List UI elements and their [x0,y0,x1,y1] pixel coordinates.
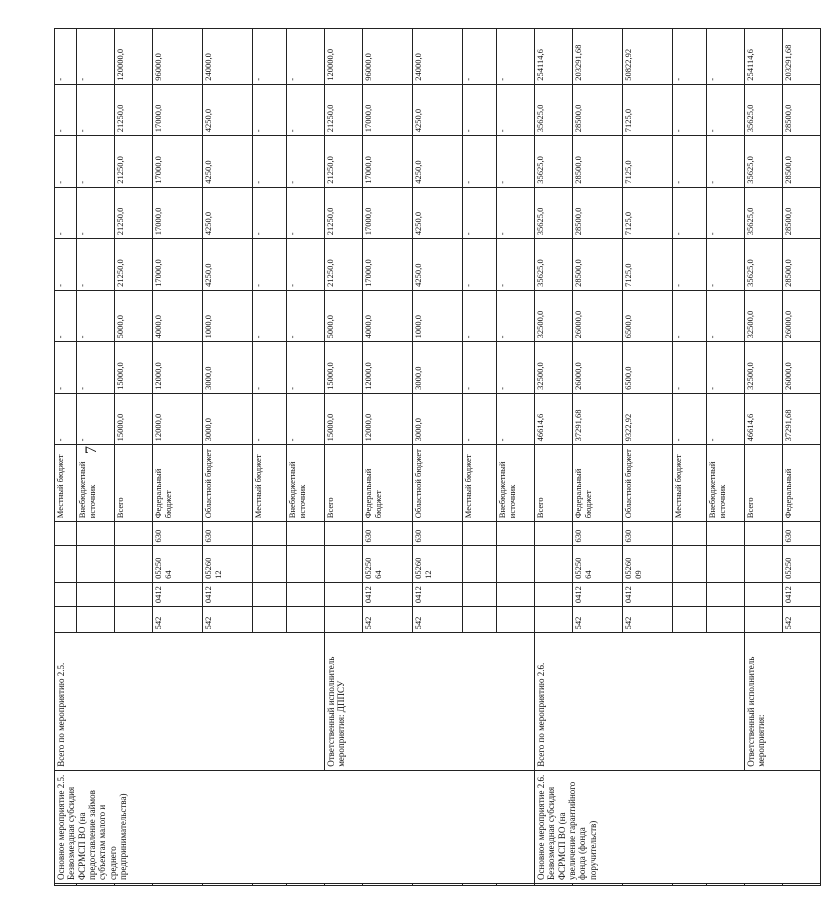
section-code [463,582,497,606]
expense-type [115,522,153,546]
section-code: 0412 [413,582,463,606]
amount-cell: - [707,342,745,394]
amount-cell: 46614,6 [535,393,573,445]
section-code [707,582,745,606]
admin-code: 542 [783,607,821,633]
expense-type [463,522,497,546]
amount-cell: 17000,0 [363,136,413,188]
amount-cell: - [77,393,115,445]
target-article: 05260 09 [623,546,673,582]
expense-type [707,522,745,546]
expense-type: 630 [623,522,673,546]
amount-cell: 17000,0 [153,136,203,188]
event-title: Основное мероприятие 2.6. Безвозмездная субсидия ФСРМСП ВО (на увеличение гарантийного фонда (фонда поручительств) [535,770,821,883]
expense-type: 630 [783,522,821,546]
amount-cell: 15000,0 [115,342,153,394]
target-article [55,546,77,582]
admin-code [287,607,325,633]
section-code: 0412 [623,582,673,606]
amount-cell: 7125,0 [623,84,673,136]
amount-cell: 35625,0 [535,187,573,239]
funding-source: Внебюджетный источник [287,445,325,522]
target-article [115,546,153,582]
target-article: 05260 12 [203,546,253,582]
amount-cell: 21250,0 [325,187,363,239]
expense-type [253,522,287,546]
amount-cell: - [497,342,535,394]
amount-cell: 35625,0 [745,84,783,136]
amount-cell: - [463,29,497,85]
amount-cell: - [673,187,707,239]
funding-source: Федеральный [783,445,821,522]
amount-cell: 254114,6 [535,29,573,85]
amount-cell: 1000,0 [203,290,253,342]
margin-cell [623,883,673,885]
event-total-label: Всего по мероприятию 2.6. [535,633,745,770]
amount-cell: 96000,0 [153,29,203,85]
expense-type [55,522,77,546]
amount-cell: 4250,0 [413,136,463,188]
amount-cell: - [287,84,325,136]
amount-cell: 28500,0 [573,239,623,291]
target-article [535,546,573,582]
margin-cell [707,883,745,885]
amount-cell: 4000,0 [363,290,413,342]
amount-cell: - [287,136,325,188]
amount-cell: 6500,0 [623,290,673,342]
amount-cell: - [253,84,287,136]
amount-cell: - [497,136,535,188]
expense-type [673,522,707,546]
margin-cell [535,883,573,885]
amount-cell: - [673,290,707,342]
amount-cell: - [463,84,497,136]
target-article [463,546,497,582]
amount-cell: - [463,187,497,239]
funding-source: Областной бюджет [623,445,673,522]
amount-cell: 7125,0 [623,187,673,239]
amount-cell: 6500,0 [623,342,673,394]
amount-cell: - [707,290,745,342]
section-code: 0412 [363,582,413,606]
amount-cell: - [497,393,535,445]
admin-code: 542 [413,607,463,633]
margin-cell [55,883,77,885]
amount-cell: 46614,6 [745,393,783,445]
amount-cell: 28500,0 [573,187,623,239]
amount-cell: 35625,0 [745,136,783,188]
margin-cell [463,883,497,885]
amount-cell: 21250,0 [115,84,153,136]
admin-code [535,607,573,633]
admin-code [77,607,115,633]
amount-cell: 1000,0 [413,290,463,342]
amount-cell: 28500,0 [783,187,821,239]
amount-cell: - [55,136,77,188]
section-code [253,582,287,606]
amount-cell: - [77,290,115,342]
section-code [535,582,573,606]
expense-type [325,522,363,546]
amount-cell: 4250,0 [203,239,253,291]
amount-cell: 17000,0 [153,187,203,239]
funding-source: Федеральный бюджет [153,445,203,522]
expense-type: 630 [363,522,413,546]
amount-cell: 21250,0 [325,136,363,188]
amount-cell: - [673,29,707,85]
table-row [745,29,783,886]
expense-type: 630 [153,522,203,546]
amount-cell: - [707,84,745,136]
amount-cell: - [55,239,77,291]
margin-cell [745,883,783,885]
admin-code [463,607,497,633]
admin-code [707,607,745,633]
target-article: 05250 [783,546,821,582]
margin-cell [77,883,115,885]
amount-cell: - [287,342,325,394]
funding-source: Областной бюджет [203,445,253,522]
admin-code [325,607,363,633]
funding-source: Местный бюджет [55,445,77,522]
amount-cell: 26000,0 [783,290,821,342]
expense-type [535,522,573,546]
admin-code [253,607,287,633]
expense-type: 630 [573,522,623,546]
amount-cell: 3000,0 [203,393,253,445]
amount-cell: - [287,290,325,342]
amount-cell: 4250,0 [413,187,463,239]
amount-cell: - [287,239,325,291]
amount-cell: 4000,0 [153,290,203,342]
amount-cell: 32500,0 [745,342,783,394]
section-code [77,582,115,606]
amount-cell: 203291,68 [783,29,821,85]
amount-cell: - [253,342,287,394]
expense-type [745,522,783,546]
funding-source: Внебюджетный источник [77,445,115,522]
amount-cell: 4250,0 [413,84,463,136]
amount-cell: 3000,0 [413,393,463,445]
amount-cell: 5000,0 [115,290,153,342]
event-total-label: Всего по мероприятию 2.5. [55,633,325,770]
amount-cell: - [253,290,287,342]
table-row [55,29,77,886]
target-article [325,546,363,582]
amount-cell: 35625,0 [745,187,783,239]
section-code: 0412 [153,582,203,606]
executor-label: Ответственный исполнитель мероприятия: ДППСУ [325,633,535,770]
funding-source: Внебюджетный источник [707,445,745,522]
section-code [497,582,535,606]
expense-type [497,522,535,546]
section-code: 0412 [203,582,253,606]
margin-cell [573,883,623,885]
margin-cell [783,883,821,885]
amount-cell: 7125,0 [623,239,673,291]
table-row [535,29,573,886]
amount-cell: - [287,393,325,445]
amount-cell: - [463,290,497,342]
margin-cell [325,883,363,885]
funding-source: Федеральный бюджет [363,445,413,522]
amount-cell: - [497,84,535,136]
margin-cell [287,883,325,885]
admin-code: 542 [153,607,203,633]
funding-source: Местный бюджет [673,445,707,522]
amount-cell: - [463,136,497,188]
amount-cell: 15000,0 [325,393,363,445]
table-row [325,29,363,886]
section-code [325,582,363,606]
rotated-table-container [54,28,793,886]
amount-cell: 120000,0 [115,29,153,85]
amount-cell: 35625,0 [535,239,573,291]
amount-cell: 24000,0 [203,29,253,85]
amount-cell: 28500,0 [783,136,821,188]
amount-cell: 3000,0 [413,342,463,394]
target-article [287,546,325,582]
page-number: 7 [83,446,100,454]
amount-cell: 26000,0 [573,290,623,342]
amount-cell: - [77,29,115,85]
amount-cell: - [463,342,497,394]
amount-cell: - [77,84,115,136]
expense-type: 630 [413,522,463,546]
amount-cell: - [463,393,497,445]
amount-cell: - [673,136,707,188]
amount-cell: 5000,0 [325,290,363,342]
amount-cell: 50822,92 [623,29,673,85]
amount-cell: 37291,68 [783,393,821,445]
margin-cell [153,883,203,885]
amount-cell: - [673,239,707,291]
section-code [115,582,153,606]
amount-cell: - [55,29,77,85]
amount-cell: 28500,0 [573,136,623,188]
amount-cell: 3000,0 [203,342,253,394]
amount-cell: 17000,0 [153,84,203,136]
target-article: 05250 64 [573,546,623,582]
section-code [745,582,783,606]
amount-cell: 17000,0 [153,239,203,291]
amount-cell: - [673,393,707,445]
amount-cell: - [707,187,745,239]
amount-cell: 32500,0 [535,342,573,394]
amount-cell: 21250,0 [115,187,153,239]
amount-cell: 15000,0 [115,393,153,445]
amount-cell: - [55,84,77,136]
amount-cell: - [673,342,707,394]
section-code: 0412 [783,582,821,606]
funding-source: Внебюджетный источник [497,445,535,522]
amount-cell: - [287,29,325,85]
admin-code: 542 [623,607,673,633]
amount-cell: - [77,136,115,188]
funding-source: Областной бюджет [413,445,463,522]
amount-cell: - [55,342,77,394]
amount-cell: 7125,0 [623,136,673,188]
amount-cell: 12000,0 [363,393,413,445]
margin-cell [673,883,707,885]
amount-cell: 4250,0 [203,84,253,136]
funding-source: Местный бюджет [463,445,497,522]
amount-cell: - [707,29,745,85]
amount-cell: 254114,6 [745,29,783,85]
amount-cell: 21250,0 [115,239,153,291]
amount-cell: - [77,187,115,239]
admin-code [115,607,153,633]
expense-type [287,522,325,546]
section-code: 0412 [573,582,623,606]
amount-cell: - [253,136,287,188]
amount-cell: 28500,0 [573,84,623,136]
target-article [77,546,115,582]
amount-cell: 28500,0 [783,239,821,291]
admin-code [745,607,783,633]
amount-cell: - [707,136,745,188]
margin-cell [115,883,153,885]
admin-code: 542 [573,607,623,633]
section-code [55,582,77,606]
amount-cell: 26000,0 [783,342,821,394]
amount-cell: - [497,290,535,342]
funding-source: Местный бюджет [253,445,287,522]
amount-cell: 12000,0 [363,342,413,394]
amount-cell: 21250,0 [325,84,363,136]
amount-cell: - [55,187,77,239]
admin-code [55,607,77,633]
executor-label: Ответственный исполнитель мероприятия: [745,633,821,770]
amount-cell: 15000,0 [325,342,363,394]
expense-type [77,522,115,546]
margin-cell [253,883,287,885]
amount-cell: 203291,68 [573,29,623,85]
amount-cell: 32500,0 [745,290,783,342]
amount-cell: 9322,92 [623,393,673,445]
expense-type: 630 [203,522,253,546]
margin-cell [413,883,463,885]
amount-cell: 26000,0 [573,342,623,394]
target-article: 05250 64 [153,546,203,582]
amount-cell: - [253,29,287,85]
amount-cell: 32500,0 [535,290,573,342]
section-code [287,582,325,606]
amount-cell: 4250,0 [203,187,253,239]
amount-cell: - [707,393,745,445]
amount-cell: - [55,393,77,445]
amount-cell: 35625,0 [535,84,573,136]
target-article [497,546,535,582]
funding-source: Всего [745,445,783,522]
amount-cell: 17000,0 [363,187,413,239]
amount-cell: 28500,0 [783,84,821,136]
target-article [253,546,287,582]
amount-cell: - [77,342,115,394]
amount-cell: - [77,239,115,291]
amount-cell: 17000,0 [363,84,413,136]
amount-cell: - [673,84,707,136]
target-article: 05260 12 [413,546,463,582]
amount-cell: 35625,0 [745,239,783,291]
amount-cell: - [497,29,535,85]
margin-cell [203,883,253,885]
amount-cell: - [287,187,325,239]
admin-code: 542 [363,607,413,633]
amount-cell: 21250,0 [325,239,363,291]
section-code [673,582,707,606]
amount-cell: 120000,0 [325,29,363,85]
amount-cell: 96000,0 [363,29,413,85]
amount-cell: 24000,0 [413,29,463,85]
amount-cell: - [253,393,287,445]
amount-cell: 21250,0 [115,136,153,188]
budget-table [54,28,821,886]
amount-cell: - [497,239,535,291]
amount-cell: 17000,0 [363,239,413,291]
amount-cell: - [253,239,287,291]
amount-cell: 12000,0 [153,393,203,445]
document-sheet [54,28,793,886]
target-article [673,546,707,582]
funding-source: Всего [325,445,363,522]
funding-source: Всего [535,445,573,522]
amount-cell: - [707,239,745,291]
admin-code [497,607,535,633]
margin-cell [497,883,535,885]
amount-cell: 37291,68 [573,393,623,445]
amount-cell: - [463,239,497,291]
event-title: Основное мероприятие 2.5. Безвозмездная субсидия ФСРМСП ВО (на предоставление займов субъектам малого и среднего предпринимательства) [55,770,535,883]
amount-cell: - [253,187,287,239]
target-article: 05250 64 [363,546,413,582]
target-article [707,546,745,582]
amount-cell: 12000,0 [153,342,203,394]
admin-code: 542 [203,607,253,633]
target-article [745,546,783,582]
funding-source: Федеральный бюджет [573,445,623,522]
amount-cell: 4250,0 [413,239,463,291]
amount-cell: 4250,0 [203,136,253,188]
amount-cell: - [497,187,535,239]
funding-source: Всего [115,445,153,522]
amount-cell: - [55,290,77,342]
admin-code [673,607,707,633]
margin-cell [363,883,413,885]
amount-cell: 35625,0 [535,136,573,188]
